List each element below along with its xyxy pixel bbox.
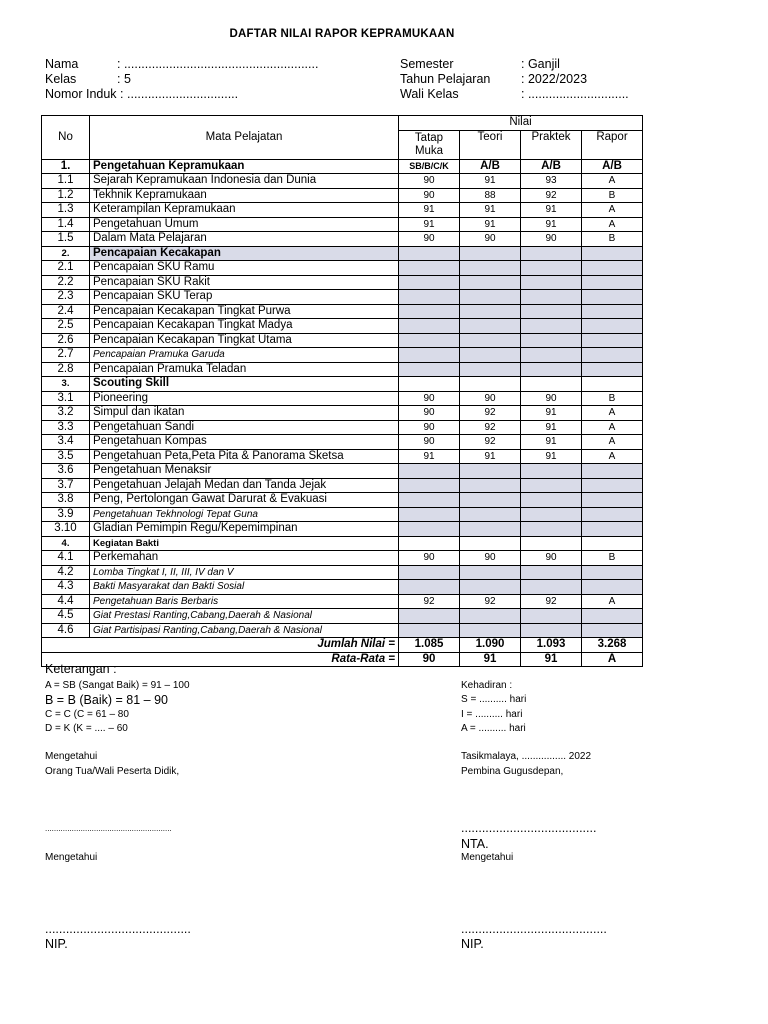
table-row xyxy=(42,493,643,508)
row-number: 3.9 xyxy=(42,507,90,522)
totals-value: 90 xyxy=(399,652,460,667)
cell-teori xyxy=(460,275,521,290)
row-number: 4.2 xyxy=(42,565,90,580)
cell-rapor xyxy=(582,464,643,479)
cell-rapor: A/B xyxy=(582,159,643,174)
totals-label: Rata-Rata = xyxy=(42,652,399,667)
cell-rapor xyxy=(582,348,643,363)
kehadiran-heading: Kehadiran : xyxy=(461,680,513,691)
cell-tatap-muka: 91 xyxy=(399,217,460,232)
cell-rapor xyxy=(582,623,643,638)
cell-praktek xyxy=(521,333,582,348)
cell-rapor xyxy=(582,362,643,377)
row-subject: Pengetahuan Menaksir xyxy=(90,464,399,479)
row-number: 1.2 xyxy=(42,188,90,203)
cell-teori xyxy=(460,493,521,508)
table-row xyxy=(42,174,643,189)
cell-tatap-muka: 92 xyxy=(399,594,460,609)
row-number: 2.2 xyxy=(42,275,90,290)
cell-praktek xyxy=(521,522,582,537)
info-wali-kelas: Wali Kelas : ............................. xyxy=(400,87,629,101)
row-subject: Pencapaian SKU Rakit xyxy=(90,275,399,290)
table-row xyxy=(42,232,643,247)
cell-tatap-muka xyxy=(399,522,460,537)
row-subject: Pencapaian Kecakapan Tingkat Purwa xyxy=(90,304,399,319)
cell-praktek xyxy=(521,275,582,290)
row-number: 1. xyxy=(42,159,90,174)
table-row xyxy=(42,319,643,334)
cell-praktek xyxy=(521,464,582,479)
totals-value: 91 xyxy=(460,652,521,667)
cell-rapor xyxy=(582,478,643,493)
cell-teori: 92 xyxy=(460,594,521,609)
cell-rapor xyxy=(582,609,643,624)
cell-praktek: 91 xyxy=(521,449,582,464)
cell-rapor: A xyxy=(582,406,643,421)
cell-praktek: 91 xyxy=(521,203,582,218)
totals-value: 91 xyxy=(521,652,582,667)
cell-tatap-muka xyxy=(399,565,460,580)
table-row xyxy=(42,362,643,377)
totals-value: 1.090 xyxy=(460,638,521,653)
header-rapor: Rapor xyxy=(582,130,643,159)
cell-teori xyxy=(460,609,521,624)
cell-tatap-muka: 90 xyxy=(399,420,460,435)
row-number: 1.5 xyxy=(42,232,90,247)
cell-tatap-muka: 90 xyxy=(399,174,460,189)
cell-rapor: A xyxy=(582,435,643,450)
row-number: 3.3 xyxy=(42,420,90,435)
keterangan-heading: Keterangan : xyxy=(45,662,117,676)
totals-label: Jumlah Nilai = xyxy=(42,638,399,653)
cell-praktek: 90 xyxy=(521,391,582,406)
info-semester: Semester : Ganjil xyxy=(400,57,560,71)
row-subject: Giat Partisipasi Ranting,Cabang,Daerah & Nasional xyxy=(90,623,399,638)
row-number: 3.2 xyxy=(42,406,90,421)
totals-value: 1.085 xyxy=(399,638,460,653)
row-number: 1.1 xyxy=(42,174,90,189)
row-number: 1.4 xyxy=(42,217,90,232)
cell-teori xyxy=(460,246,521,261)
header-teori: Teori xyxy=(460,130,521,159)
cell-teori: 90 xyxy=(460,551,521,566)
cell-teori: 91 xyxy=(460,217,521,232)
table-row xyxy=(42,275,643,290)
cell-praktek: 92 xyxy=(521,594,582,609)
table-row xyxy=(42,536,643,551)
cell-tatap-muka xyxy=(399,536,460,551)
cell-tatap-muka xyxy=(399,493,460,508)
row-number: 2.5 xyxy=(42,319,90,334)
sig-right-mengetahui-2: Mengetahui xyxy=(461,852,514,863)
cell-rapor xyxy=(582,536,643,551)
cell-rapor: B xyxy=(582,391,643,406)
cell-rapor: A xyxy=(582,203,643,218)
cell-teori xyxy=(460,507,521,522)
row-subject: Pencapaian Pramuka Garuda xyxy=(90,348,399,363)
cell-tatap-muka xyxy=(399,507,460,522)
row-number: 2.8 xyxy=(42,362,90,377)
table-row xyxy=(42,522,643,537)
cell-teori: 92 xyxy=(460,406,521,421)
cell-teori: 90 xyxy=(460,232,521,247)
cell-tatap-muka: 90 xyxy=(399,551,460,566)
row-subject: Tekhnik Kepramukaan xyxy=(90,188,399,203)
table-row xyxy=(42,507,643,522)
info-left xyxy=(45,57,318,102)
cell-praktek xyxy=(521,565,582,580)
row-number: 1.3 xyxy=(42,203,90,218)
row-subject: Pencapaian Pramuka Teladan xyxy=(90,362,399,377)
cell-tatap-muka xyxy=(399,478,460,493)
cell-rapor: B xyxy=(582,188,643,203)
info-tahun-pelajaran: Tahun Pelajaran : 2022/2023 xyxy=(400,72,588,86)
row-number: 3.10 xyxy=(42,522,90,537)
sig-right-line-2: .......................................... xyxy=(461,922,607,936)
row-number: 2.4 xyxy=(42,304,90,319)
sig-left-role: Orang Tua/Wali Peserta Didik, xyxy=(45,766,180,777)
cell-teori: 90 xyxy=(460,391,521,406)
cell-rapor xyxy=(582,304,643,319)
cell-rapor xyxy=(582,261,643,276)
cell-praktek xyxy=(521,362,582,377)
table-row xyxy=(42,203,643,218)
table-row xyxy=(42,304,643,319)
row-subject: Pengetahuan Tekhnologi Tepat Guna xyxy=(90,507,399,522)
sig-right-nta: NTA. xyxy=(461,837,489,851)
cell-teori xyxy=(460,580,521,595)
cell-tatap-muka xyxy=(399,377,460,392)
cell-teori xyxy=(460,536,521,551)
cell-tatap-muka xyxy=(399,319,460,334)
kehadiran-alpa: A = .......... hari xyxy=(461,723,526,734)
table-row xyxy=(42,377,643,392)
cell-rapor: A xyxy=(582,449,643,464)
cell-tatap-muka xyxy=(399,580,460,595)
row-subject: Lomba Tingkat I, II, III, IV dan V xyxy=(90,565,399,580)
cell-rapor xyxy=(582,319,643,334)
cell-teori xyxy=(460,362,521,377)
totals-row xyxy=(42,638,643,653)
row-number: 3.7 xyxy=(42,478,90,493)
cell-praktek xyxy=(521,377,582,392)
cell-rapor xyxy=(582,565,643,580)
sig-left-line-2: .......................................... xyxy=(45,922,191,936)
cell-teori: 88 xyxy=(460,188,521,203)
cell-rapor xyxy=(582,580,643,595)
cell-praktek xyxy=(521,623,582,638)
table-row xyxy=(42,609,643,624)
cell-praktek xyxy=(521,507,582,522)
row-subject: Pengetahuan Peta,Peta Pita & Panorama Sketsa xyxy=(90,449,399,464)
row-subject: Dalam Mata Pelajaran xyxy=(90,232,399,247)
table-row xyxy=(42,551,643,566)
cell-rapor: B xyxy=(582,232,643,247)
cell-praktek xyxy=(521,580,582,595)
row-subject: Pencapaian SKU Ramu xyxy=(90,261,399,276)
table-row xyxy=(42,159,643,174)
cell-praktek: 92 xyxy=(521,188,582,203)
totals-row xyxy=(42,652,643,667)
table-row xyxy=(42,449,643,464)
sig-right-line-1: ....................................... xyxy=(461,821,597,835)
totals-value: 1.093 xyxy=(521,638,582,653)
sig-left-line-1: ......................................................... xyxy=(45,824,172,833)
cell-praktek xyxy=(521,319,582,334)
row-subject: Bakti Masyarakat dan Bakti Sosial xyxy=(90,580,399,595)
cell-teori: A/B xyxy=(460,159,521,174)
cell-teori xyxy=(460,290,521,305)
row-subject: Pencapaian Kecakapan Tingkat Utama xyxy=(90,333,399,348)
row-number: 2. xyxy=(42,246,90,261)
table-row xyxy=(42,217,643,232)
cell-praktek: 91 xyxy=(521,406,582,421)
cell-teori: 92 xyxy=(460,435,521,450)
cell-rapor: A xyxy=(582,174,643,189)
table-row xyxy=(42,565,643,580)
table-row xyxy=(42,435,643,450)
cell-teori: 91 xyxy=(460,203,521,218)
row-subject: Perkemahan xyxy=(90,551,399,566)
table-row xyxy=(42,580,643,595)
row-subject: Pengetahuan Jelajah Medan dan Tanda Jejak xyxy=(90,478,399,493)
cell-rapor xyxy=(582,493,643,508)
row-number: 2.6 xyxy=(42,333,90,348)
cell-praktek xyxy=(521,536,582,551)
row-subject: Kegiatan Bakti xyxy=(90,536,399,551)
table-row xyxy=(42,623,643,638)
header-tatap-muka: Tatap Muka xyxy=(399,130,460,159)
cell-praktek: 91 xyxy=(521,217,582,232)
row-subject: Pengetahuan Sandi xyxy=(90,420,399,435)
kehadiran-sakit: S = .......... hari xyxy=(461,694,527,705)
cell-rapor xyxy=(582,246,643,261)
cell-tatap-muka xyxy=(399,275,460,290)
row-number: 2.7 xyxy=(42,348,90,363)
cell-tatap-muka xyxy=(399,348,460,363)
grades-table xyxy=(41,115,643,667)
table-row xyxy=(42,188,643,203)
table-row xyxy=(42,290,643,305)
row-subject: Giat Prestasi Ranting,Cabang,Daerah & Nasional xyxy=(90,609,399,624)
row-number: 4.1 xyxy=(42,551,90,566)
row-subject: Simpul dan ikatan xyxy=(90,406,399,421)
row-subject: Pengetahuan Umum xyxy=(90,217,399,232)
row-subject: Keterampilan Kepramukaan xyxy=(90,203,399,218)
cell-teori xyxy=(460,478,521,493)
page-title: DAFTAR NILAI RAPOR KEPRAMUKAAN xyxy=(229,28,455,40)
cell-rapor xyxy=(582,290,643,305)
cell-tatap-muka xyxy=(399,623,460,638)
row-number: 4.5 xyxy=(42,609,90,624)
row-number: 3.1 xyxy=(42,391,90,406)
row-subject: Pioneering xyxy=(90,391,399,406)
cell-teori xyxy=(460,319,521,334)
sig-left-nip: NIP. xyxy=(45,937,68,951)
table-row xyxy=(42,348,643,363)
table-row xyxy=(42,406,643,421)
cell-praktek xyxy=(521,493,582,508)
cell-teori xyxy=(460,377,521,392)
cell-rapor: A xyxy=(582,594,643,609)
cell-rapor: B xyxy=(582,551,643,566)
row-subject: Scouting Skill xyxy=(90,377,399,392)
info-kelas: Kelas : 5 xyxy=(45,72,131,86)
sig-right-nip: NIP. xyxy=(461,937,484,951)
row-subject: Pencapaian Kecakapan Tingkat Madya xyxy=(90,319,399,334)
table-row xyxy=(42,333,643,348)
keterangan-line-a: A = SB (Sangat Baik) = 91 – 100 xyxy=(45,680,190,691)
cell-tatap-muka xyxy=(399,246,460,261)
kehadiran-izin: I = .......... hari xyxy=(461,709,523,720)
cell-teori xyxy=(460,348,521,363)
cell-tatap-muka xyxy=(399,290,460,305)
cell-praktek xyxy=(521,261,582,276)
cell-rapor xyxy=(582,507,643,522)
cell-tatap-muka: 91 xyxy=(399,203,460,218)
cell-praktek xyxy=(521,348,582,363)
cell-praktek: A/B xyxy=(521,159,582,174)
row-subject: Pengetahuan Kompas xyxy=(90,435,399,450)
table-row xyxy=(42,478,643,493)
header-no: No xyxy=(42,116,90,160)
row-subject: Sejarah Kepramukaan Indonesia dan Dunia xyxy=(90,174,399,189)
sig-right-place-date: Tasikmalaya, ................ 2022 xyxy=(461,751,592,762)
table-row xyxy=(42,391,643,406)
cell-tatap-muka: 90 xyxy=(399,406,460,421)
totals-value: A xyxy=(582,652,643,667)
cell-praktek: 93 xyxy=(521,174,582,189)
row-number: 3. xyxy=(42,377,90,392)
row-subject: Peng, Pertolongan Gawat Darurat & Evakuasi xyxy=(90,493,399,508)
cell-praktek: 91 xyxy=(521,435,582,450)
cell-rapor xyxy=(582,522,643,537)
cell-teori xyxy=(460,464,521,479)
sig-left-mengetahui-2: Mengetahui xyxy=(45,852,98,863)
cell-teori xyxy=(460,565,521,580)
info-nama: Nama : ........................................................ xyxy=(45,57,319,71)
info-nomor-induk: Nomor Induk : ................................ xyxy=(45,87,239,101)
row-number: 4.4 xyxy=(42,594,90,609)
row-number: 4.6 xyxy=(42,623,90,638)
keterangan-line-c: C = C (C = 61 – 80 xyxy=(45,709,129,720)
row-number: 2.3 xyxy=(42,290,90,305)
row-subject: Pencapaian SKU Terap xyxy=(90,290,399,305)
sig-left-mengetahui: Mengetahui xyxy=(45,751,98,762)
totals-value: 3.268 xyxy=(582,638,643,653)
row-subject: Pengetahuan Kepramukaan xyxy=(90,159,399,174)
keterangan-line-b: B = B (Baik) = 81 – 90 xyxy=(45,693,168,707)
header-praktek: Praktek xyxy=(521,130,582,159)
header-subject: Mata Pelajatan xyxy=(90,116,399,160)
info-right xyxy=(400,57,629,102)
cell-tatap-muka: SB/B/C/K xyxy=(399,159,460,174)
row-number: 3.5 xyxy=(42,449,90,464)
cell-praktek: 91 xyxy=(521,420,582,435)
cell-praktek xyxy=(521,246,582,261)
cell-rapor xyxy=(582,377,643,392)
header-nilai: Nilai xyxy=(399,116,643,131)
row-number: 4. xyxy=(42,536,90,551)
table-row xyxy=(42,246,643,261)
row-number: 2.1 xyxy=(42,261,90,276)
cell-tatap-muka: 90 xyxy=(399,232,460,247)
cell-teori xyxy=(460,522,521,537)
table-row xyxy=(42,464,643,479)
cell-teori xyxy=(460,304,521,319)
cell-tatap-muka: 90 xyxy=(399,435,460,450)
row-subject: Pengetahuan Baris Berbaris xyxy=(90,594,399,609)
cell-tatap-muka xyxy=(399,333,460,348)
cell-teori: 92 xyxy=(460,420,521,435)
cell-praktek: 90 xyxy=(521,551,582,566)
cell-praktek xyxy=(521,478,582,493)
table-row xyxy=(42,261,643,276)
cell-praktek: 90 xyxy=(521,232,582,247)
row-subject: Pencapaian Kecakapan xyxy=(90,246,399,261)
row-subject: Gladian Pemimpin Regu/Kepemimpinan xyxy=(90,522,399,537)
cell-rapor xyxy=(582,333,643,348)
cell-teori xyxy=(460,261,521,276)
cell-tatap-muka xyxy=(399,261,460,276)
cell-rapor: A xyxy=(582,217,643,232)
row-number: 4.3 xyxy=(42,580,90,595)
row-number: 3.4 xyxy=(42,435,90,450)
cell-teori xyxy=(460,623,521,638)
cell-tatap-muka xyxy=(399,464,460,479)
cell-teori: 91 xyxy=(460,449,521,464)
sig-right-role: Pembina Gugusdepan, xyxy=(461,766,564,777)
table-row xyxy=(42,420,643,435)
cell-tatap-muka xyxy=(399,362,460,377)
table-row xyxy=(42,594,643,609)
row-number: 3.8 xyxy=(42,493,90,508)
cell-tatap-muka xyxy=(399,609,460,624)
keterangan-line-d: D = K (K = .... – 60 xyxy=(45,723,128,734)
cell-teori xyxy=(460,333,521,348)
cell-praktek xyxy=(521,304,582,319)
cell-tatap-muka: 90 xyxy=(399,391,460,406)
cell-tatap-muka: 91 xyxy=(399,449,460,464)
cell-rapor xyxy=(582,275,643,290)
cell-tatap-muka: 90 xyxy=(399,188,460,203)
cell-rapor: A xyxy=(582,420,643,435)
cell-praktek xyxy=(521,609,582,624)
cell-teori: 91 xyxy=(460,174,521,189)
cell-tatap-muka xyxy=(399,304,460,319)
cell-praktek xyxy=(521,290,582,305)
row-number: 3.6 xyxy=(42,464,90,479)
